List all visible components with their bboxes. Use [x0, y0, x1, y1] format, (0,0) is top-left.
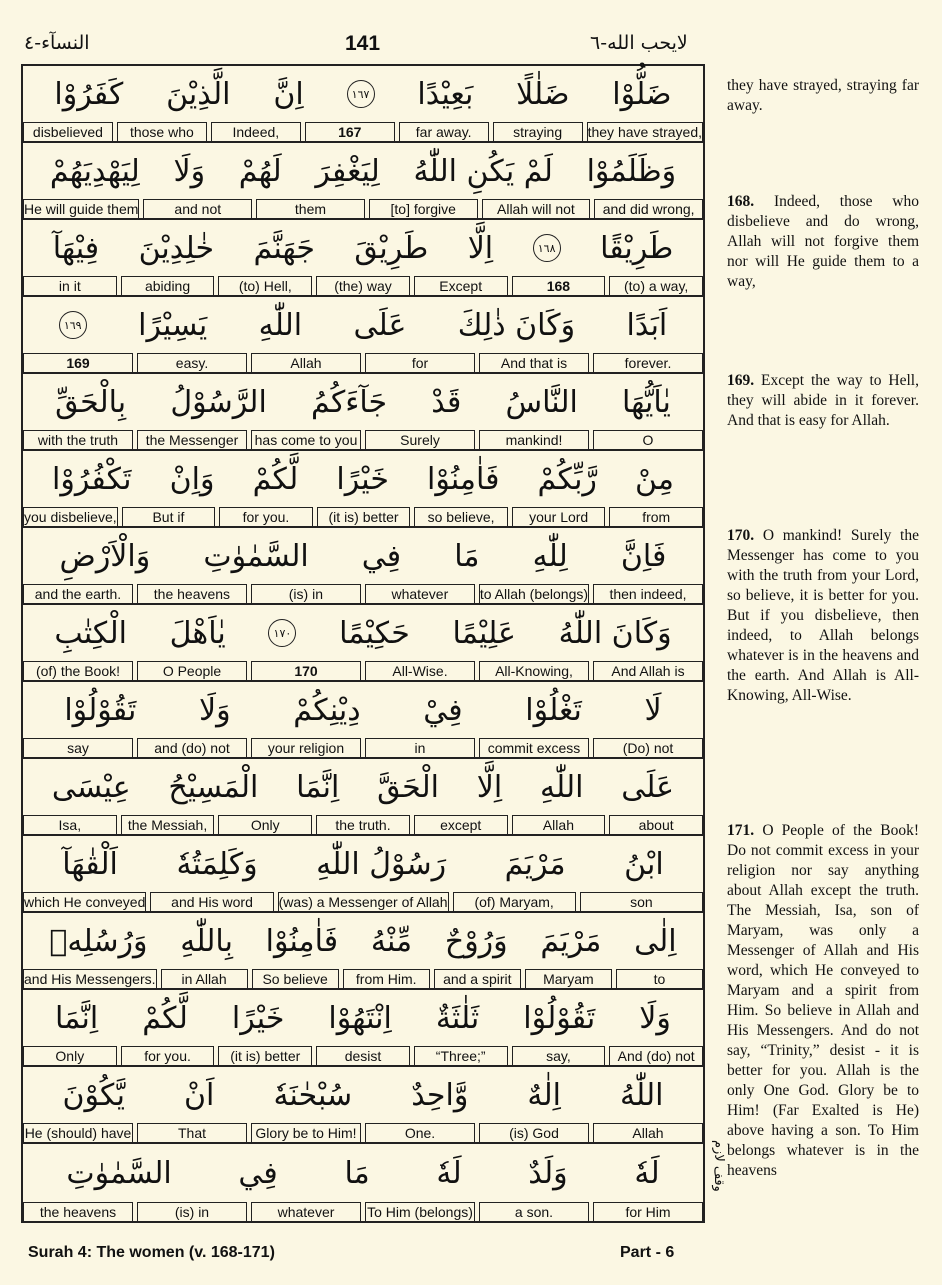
english-gloss: Allah: [593, 1123, 703, 1142]
english-gloss: from: [609, 507, 703, 526]
english-gloss: (is) God: [479, 1123, 589, 1142]
arabic-word: جَهَنَّمَ: [253, 230, 315, 266]
arabic-word: تَقُوْلُوْا: [523, 1000, 596, 1036]
english-line: [23, 584, 703, 603]
arabic-word: اللّٰهِ: [258, 307, 303, 343]
english-gloss: has come to you: [251, 430, 361, 449]
english-gloss: And that is: [479, 353, 589, 372]
arabic-word: وَلَا: [173, 153, 206, 189]
verse-number-marker: ١٦٧: [347, 80, 375, 108]
english-gloss: All-Knowing,: [479, 661, 589, 680]
ayah-row: [23, 682, 703, 759]
translation-verse: [727, 526, 919, 706]
arabic-word: الْحَقَّ: [377, 769, 439, 805]
arabic-word: لَّكُمْ: [252, 461, 299, 497]
arabic-word: عَلَى: [353, 307, 407, 343]
english-gloss: And (do) not: [609, 1046, 703, 1065]
arabic-word: خَيْرًا: [231, 1000, 285, 1036]
arabic-line: [23, 759, 703, 815]
arabic-word: فِي: [361, 538, 402, 574]
english-line: [23, 353, 703, 372]
arabic-word: وَظَلَمُوْا: [586, 153, 677, 189]
arabic-word: رَسُوْلُ اللّٰهِ: [316, 846, 447, 882]
english-line: [23, 507, 703, 526]
english-gloss: the heavens: [137, 584, 247, 603]
arabic-word: بِاللّٰهِ: [180, 923, 233, 959]
arabic-word: اِنَّمَا: [296, 769, 340, 805]
arabic-word: اللّٰهِ: [539, 769, 584, 805]
english-gloss: to Allah (belongs): [479, 586, 589, 602]
english-gloss: So believe: [252, 969, 339, 988]
english-gloss: Surely: [365, 430, 475, 449]
arabic-word: ضَلُّوْا: [612, 76, 672, 112]
english-gloss: 170: [251, 661, 361, 680]
arabic-word: ابْنُ: [624, 846, 664, 882]
arabic-word: لِلّٰهِ: [532, 538, 568, 574]
arabic-word: الْمَسِيْحُ: [168, 769, 259, 805]
arabic-word: اِنَّ: [273, 76, 304, 112]
arabic-line: [23, 913, 703, 969]
english-gloss: Allah will not: [482, 199, 591, 218]
arabic-word: يَّكُوْنَ: [62, 1077, 125, 1113]
english-gloss: in Allah: [161, 969, 248, 988]
arabic-line: [23, 297, 703, 353]
ayah-row: [23, 220, 703, 297]
translation-verse: [727, 192, 919, 292]
english-gloss: for: [365, 353, 475, 372]
english-gloss: (Do) not: [593, 738, 703, 757]
english-gloss: say: [23, 738, 133, 757]
arabic-word: مَا: [344, 1155, 370, 1191]
english-gloss: so believe,: [414, 507, 508, 526]
ayah-row: [23, 374, 703, 451]
arabic-word: تَكْفُرُوْا: [52, 461, 132, 497]
english-line: [23, 276, 703, 295]
translation-text: they have strayed, straying far away.: [727, 77, 919, 114]
english-line: [23, 1202, 703, 1221]
ayah-row: [23, 66, 703, 143]
ayah-row: [23, 913, 703, 990]
verse-number-marker: ١٦٩: [59, 311, 87, 339]
arabic-line: [23, 605, 703, 661]
ayah-row: [23, 836, 703, 913]
arabic-word: جَآءَكُمُ: [310, 384, 388, 420]
arabic-word: اِلٰى: [634, 923, 677, 959]
english-gloss: (it is) better: [218, 1046, 312, 1065]
english-gloss: (to) a way,: [609, 276, 703, 295]
english-gloss: (was) a Messenger of Allah: [278, 894, 448, 910]
english-gloss: and not: [143, 199, 252, 218]
arabic-word: لِيَهْدِيَهُمْ: [49, 153, 140, 189]
arabic-word: يٰاَيُّهَا: [622, 384, 671, 420]
arabic-word: لِيَغْفِرَ: [315, 153, 380, 189]
english-gloss: (to) Hell,: [218, 276, 312, 295]
ayah-row: [23, 1144, 703, 1221]
arabic-word: عِيْسَى: [51, 769, 131, 805]
arabic-word: طَرِيْقَ: [354, 230, 429, 266]
page-number: 141: [345, 32, 381, 55]
arabic-word: اِلَّا: [467, 230, 494, 266]
english-gloss: and (do) not: [137, 738, 247, 757]
verse-number-marker: ١٧٠: [268, 619, 296, 647]
english-gloss: except: [414, 815, 508, 834]
arabic-word: وَكَانَ اللّٰهُ: [558, 615, 672, 651]
arabic-word: السَّمٰوٰتِ: [203, 538, 309, 574]
english-gloss: (is) in: [251, 584, 361, 603]
ayah-row: [23, 759, 703, 836]
arabic-word: وَالْاَرْضِ: [59, 538, 151, 574]
english-gloss: they have strayed,: [587, 124, 702, 140]
english-gloss: (of) the Book!: [23, 661, 133, 680]
english-gloss: the heavens: [23, 1202, 133, 1221]
arabic-word: الْكِتٰبِ: [54, 615, 127, 651]
english-gloss: your religion: [251, 738, 361, 757]
translation-verse-number: 170.: [727, 527, 755, 544]
arabic-word: ضَلٰلًا: [516, 76, 570, 112]
arabic-line: [23, 836, 703, 892]
english-gloss: in it: [23, 276, 117, 295]
arabic-word: الَّذِيْنَ: [166, 76, 231, 112]
arabic-word: اَبَدًا: [626, 307, 668, 343]
english-gloss: Only: [218, 815, 312, 834]
arabic-word: لَا: [644, 692, 662, 728]
arabic-word: لَمْ يَكُنِ اللّٰهُ: [413, 153, 553, 189]
translation-text: O mankind! Surely the Messenger has come to you with the truth from your Lord, so believe, it is better for you. But if you disbelieve, then indeed, to Allah belongs whatever is in the heavens and the earth. And Allah is All-Knowing, All-Wise.: [727, 527, 919, 704]
ayah-row: [23, 605, 703, 682]
surah-footer: Surah 4: The women (v. 168-171): [28, 1244, 275, 1261]
arabic-word: قَدْ: [431, 384, 462, 420]
english-line: [23, 738, 703, 757]
english-gloss: for you.: [121, 1046, 215, 1065]
english-gloss: say,: [512, 1046, 606, 1065]
english-gloss: them: [256, 199, 365, 218]
arabic-word: خَيْرًا: [336, 461, 389, 497]
english-gloss: easy.: [137, 353, 247, 372]
english-gloss: (is) in: [137, 1202, 247, 1221]
english-gloss: To Him (belongs): [365, 1202, 475, 1221]
english-gloss: (it is) better: [317, 507, 411, 526]
english-gloss: Except: [414, 276, 508, 295]
arabic-word: اِنْتَهُوْا: [328, 1000, 392, 1036]
english-gloss: But if: [122, 507, 216, 526]
english-gloss: and did wrong,: [594, 199, 703, 218]
english-line: [23, 892, 703, 911]
english-line: [23, 122, 703, 141]
english-gloss: disbelieved: [23, 122, 113, 141]
english-gloss: Allah: [251, 353, 361, 372]
arabic-word: فَاِنَّ: [620, 538, 667, 574]
english-gloss: your Lord: [512, 507, 606, 526]
arabic-word: وَكَانَ ذٰلِكَ: [457, 307, 576, 343]
arabic-word: ثَلٰثَةٌ: [435, 1000, 480, 1036]
arabic-word: اَنْ: [184, 1077, 215, 1113]
arabic-line: [23, 143, 703, 199]
arabic-line: [23, 1144, 703, 1202]
english-gloss: (the) way: [316, 276, 410, 295]
arabic-word: لَهٗ: [634, 1155, 660, 1191]
arabic-word: طَرِيْقًا: [600, 230, 674, 266]
juz-name-header: لايحب الله-٦: [590, 32, 688, 54]
arabic-word: تَقُوْلُوْا: [64, 692, 137, 728]
english-gloss: and the earth.: [23, 584, 133, 603]
arabic-word: رَّبِّكُمْ: [537, 461, 597, 497]
arabic-word: مِّنْهُ: [370, 923, 413, 959]
english-gloss: and a spirit: [434, 969, 521, 988]
arabic-word: اَلْقٰهَآ: [62, 846, 118, 882]
arabic-word: تَغْلُوْا: [525, 692, 582, 728]
english-gloss: a son.: [479, 1202, 589, 1221]
arabic-word: لَهٗ: [436, 1155, 462, 1191]
ayah-row: [23, 528, 703, 605]
arabic-word: مِنْ: [635, 461, 674, 497]
arabic-word: سُبْحٰنَهٗ: [273, 1077, 353, 1113]
english-gloss: the Messiah,: [121, 815, 215, 834]
english-gloss: Glory be to Him!: [251, 1123, 361, 1142]
word-by-word-grid: [21, 64, 705, 1223]
arabic-word: يٰاَهْلَ: [169, 615, 226, 651]
arabic-word: النَّاسُ: [505, 384, 578, 420]
arabic-word: عَلِيْمًا: [452, 615, 516, 651]
translation-verse: [727, 76, 919, 116]
arabic-word: لَهُمْ: [238, 153, 282, 189]
english-gloss: from Him.: [343, 969, 430, 988]
arabic-word: بَعِيْدًا: [417, 76, 474, 112]
arabic-word: فِي: [238, 1155, 278, 1191]
arabic-word: وَرُسُلِهٖ: [49, 923, 148, 959]
arabic-word: عَلَى: [621, 769, 675, 805]
arabic-line: [23, 1067, 703, 1123]
english-gloss: One.: [365, 1123, 475, 1142]
arabic-line: [23, 66, 703, 122]
arabic-word: فَاٰمِنُوْا: [427, 461, 500, 497]
ayah-row: [23, 990, 703, 1067]
arabic-line: [23, 682, 703, 738]
english-gloss: far away.: [399, 122, 489, 141]
english-gloss: O: [593, 430, 703, 449]
arabic-word: وَلَدٌ: [528, 1155, 568, 1191]
arabic-word: فَاٰمِنُوْا: [265, 923, 339, 959]
translation-verse-number: 168.: [727, 193, 755, 210]
english-gloss: 168: [512, 276, 606, 295]
english-gloss: son: [580, 892, 703, 911]
english-gloss: desist: [316, 1046, 410, 1065]
translation-text: Except the way to Hell, they will abide in it forever. And that is easy for Allah.: [727, 372, 919, 429]
surah-name-header: النسآء-٤: [24, 32, 90, 54]
arabic-word: الرَّسُوْلُ: [170, 384, 267, 420]
english-gloss: whatever: [251, 1202, 361, 1221]
arabic-line: [23, 220, 703, 276]
arabic-word: بِالْحَقِّ: [55, 384, 127, 420]
english-line: [23, 661, 703, 680]
arabic-word: وَلَا: [199, 692, 231, 728]
english-gloss: with the truth: [23, 430, 133, 449]
english-gloss: abiding: [121, 276, 215, 295]
arabic-word: مَرْيَمَ: [540, 923, 602, 959]
english-gloss: And Allah is: [593, 661, 703, 680]
english-gloss: commit excess: [479, 738, 589, 757]
english-gloss: He will guide them: [24, 201, 139, 217]
ayah-row: [23, 143, 703, 220]
translation-verse-number: 169.: [727, 372, 755, 389]
english-line: [23, 199, 703, 218]
english-gloss: Isa,: [23, 815, 117, 834]
translation-verse: [727, 821, 919, 1181]
arabic-word: اللّٰهُ: [619, 1077, 664, 1113]
english-gloss: Only: [23, 1046, 117, 1065]
arabic-word: فِيْ: [423, 692, 463, 728]
english-gloss: for Him: [593, 1202, 703, 1221]
english-gloss: Maryam: [525, 969, 612, 988]
english-gloss: then indeed,: [593, 584, 703, 603]
arabic-word: خٰلِدِيْنَ: [138, 230, 215, 266]
arabic-word: وَكَلِمَتُهٗ: [176, 846, 258, 882]
arabic-word: اِلٰهٌ: [527, 1077, 561, 1113]
arabic-word: اِلَّا: [476, 769, 503, 805]
arabic-word: يَسِيْرًا: [138, 307, 208, 343]
translation-verse-number: 171.: [727, 822, 755, 839]
english-gloss: [to] forgive: [369, 199, 478, 218]
english-gloss: 167: [305, 122, 395, 141]
translation-text: O People of the Book! Do not commit excess in your religion nor say anything about Allah except the truth. The Messiah, Isa, son of Maryam, was only a Messenger of Allah and His word, which He conveyed to Maryam and a spirit from Him. So believe in Allah and His Messengers. And do not say, “Trinity,” desist - it is better for you. Allah is the only One God. Glory be to Him! (Far Exalted is He) above having a son. To Him belongs whatever is in the heavens: [727, 822, 920, 1179]
english-gloss: the Messenger: [137, 430, 247, 449]
english-gloss: mankind!: [479, 430, 589, 449]
english-gloss: He (should) have: [24, 1125, 132, 1141]
english-gloss: and His Messengers.: [24, 971, 156, 987]
arabic-line: [23, 451, 703, 507]
english-gloss: forever.: [593, 353, 703, 372]
arabic-word: دِيْنِكُمْ: [293, 692, 361, 728]
english-gloss: in: [365, 738, 475, 757]
translation-verse: [727, 371, 919, 431]
arabic-word: وَاِنْ: [169, 461, 215, 497]
arabic-word: كَفَرُوْا: [54, 76, 124, 112]
english-gloss: Indeed,: [211, 122, 301, 141]
english-gloss: which He conveyed: [23, 894, 146, 910]
english-line: [23, 1123, 703, 1142]
arabic-word: مَا: [454, 538, 480, 574]
part-footer: Part - 6: [620, 1244, 675, 1261]
english-line: [23, 815, 703, 834]
arabic-word: فِيْهَآ: [52, 230, 100, 266]
english-gloss: Allah: [512, 815, 606, 834]
english-gloss: whatever: [365, 584, 475, 603]
english-gloss: O People: [137, 661, 247, 680]
ayah-row: [23, 1067, 703, 1144]
english-gloss: straying: [493, 122, 583, 141]
verse-number-marker: ١٦٨: [533, 234, 561, 262]
english-gloss: for you.: [219, 507, 313, 526]
english-gloss: That: [137, 1123, 247, 1142]
english-line: [23, 1046, 703, 1065]
english-gloss: about: [609, 815, 703, 834]
english-gloss: those who: [117, 122, 207, 141]
english-gloss: and His word: [150, 892, 273, 911]
arabic-word: السَّمٰوٰتِ: [66, 1155, 172, 1191]
english-gloss: you disbelieve,: [24, 509, 117, 525]
arabic-line: [23, 528, 703, 584]
arabic-word: مَرْيَمَ: [504, 846, 566, 882]
arabic-line: [23, 990, 703, 1046]
english-line: [23, 969, 703, 988]
arabic-line: [23, 374, 703, 430]
arabic-word: وَرُوْحٌ: [444, 923, 508, 959]
arabic-word: اِنَّمَا: [55, 1000, 99, 1036]
english-gloss: to: [616, 969, 703, 988]
ayah-row: [23, 297, 703, 374]
translation-text: Indeed, those who disbelieve and do wrong, Allah will not forgive them nor will He guide them to a way,: [727, 193, 919, 290]
english-line: [23, 430, 703, 449]
english-gloss: the truth.: [316, 815, 410, 834]
english-gloss: 169: [23, 353, 133, 372]
english-gloss: All-Wise.: [365, 661, 475, 680]
ayah-row: [23, 451, 703, 528]
waqf-mark: وقف لازم: [711, 1140, 726, 1192]
arabic-word: وَلَا: [639, 1000, 671, 1036]
english-gloss: (of) Maryam,: [453, 892, 576, 911]
arabic-word: حَكِيْمًا: [339, 615, 410, 651]
arabic-word: لَّكُمْ: [142, 1000, 188, 1036]
english-gloss: “Three;”: [414, 1046, 508, 1065]
arabic-word: وَّاحِدٌ: [411, 1077, 469, 1113]
